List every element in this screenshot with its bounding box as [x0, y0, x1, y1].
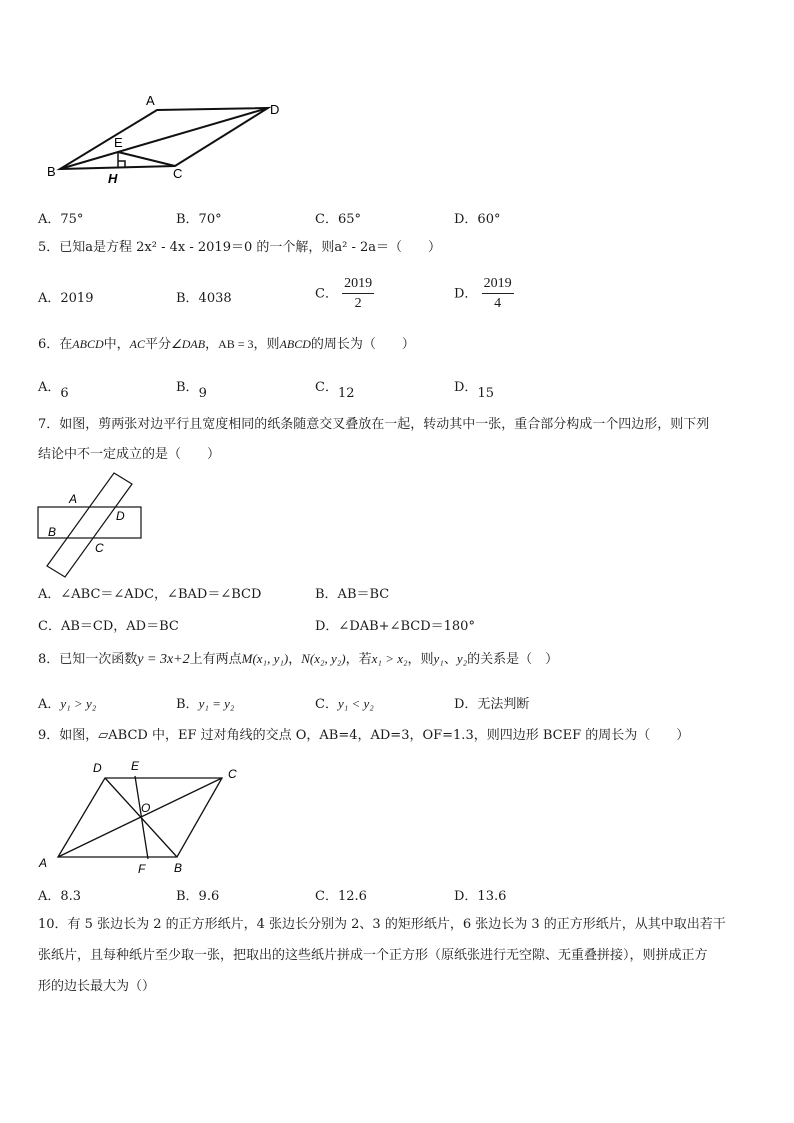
q9-stem: 9．如图，▱ABCD 中，EF 过对角线的交点 O，AB=4，AD=3，OF=1.3，则四边形 BCEF 的周长为（ ）: [38, 728, 690, 743]
q7-option-d[interactable]: D．∠DAB+∠BCD＝180°: [315, 619, 475, 634]
q8-text: 8．已知一次函数: [38, 652, 138, 667]
fig7-label-a: A: [69, 492, 78, 506]
q5-option-c-label: C．: [315, 286, 338, 302]
fig7-label-b: B: [48, 525, 57, 539]
option-label: A．: [38, 380, 61, 395]
option-value: 6: [60, 386, 69, 401]
q9-option-c[interactable]: C．12.6: [315, 889, 367, 904]
slanted-strip: [47, 473, 132, 577]
q10-stem-line2: 张纸片，且每种纸片至少取一张，把取出的这些纸片拼成一个正方形（原纸张进行无空隙、无重叠拼接），则拼成正方: [38, 948, 708, 963]
q5-option-d-fraction: [482, 276, 514, 312]
q10-stem-line3: 形的边长最大为（）: [38, 979, 156, 994]
fig7-label-d: D: [116, 509, 125, 523]
q6-math: AB = 3: [218, 337, 254, 351]
q6-text: 平分: [144, 337, 171, 352]
fig9-label-a: A: [39, 856, 48, 870]
option-label: C．: [315, 380, 338, 395]
option-value: 12: [337, 386, 355, 401]
option-value: 15: [477, 386, 494, 401]
q5-option-b[interactable]: B．4038: [176, 291, 232, 306]
segment-ef: [135, 776, 151, 859]
option-label: D．: [454, 380, 478, 395]
q8-option-b[interactable]: [176, 693, 234, 712]
q8-point-n: N(x₂, y₂): [301, 651, 346, 666]
q6-text: 6．在: [38, 337, 73, 352]
q4-figure: [40, 88, 300, 188]
q9-figure: [36, 756, 256, 880]
numerator: 2019: [342, 276, 374, 294]
diagonal-ac: [58, 778, 222, 857]
q7-stem-line2: 结论中不一定成立的是（ ）: [38, 447, 221, 462]
fig9-label-c: C: [228, 767, 237, 781]
q6-text: ，: [205, 337, 219, 352]
q4-option-d[interactable]: D．60°: [454, 212, 501, 227]
segment-ec: [118, 152, 175, 166]
q6-option-c[interactable]: [315, 376, 355, 401]
option-label: B．: [176, 380, 199, 395]
q4-option-c[interactable]: C．65°: [315, 212, 361, 227]
option-label: B．: [176, 697, 199, 712]
q8-text: 的关系是（ ）: [467, 652, 559, 667]
q6-math: ∠DAB: [171, 337, 206, 351]
q6-math: ABCD: [72, 337, 104, 351]
diagonal-bd: [60, 108, 268, 169]
q8-text: 、: [443, 652, 457, 667]
fig9-label-d: D: [93, 761, 102, 775]
q8-point-m: M(x₁, y₁): [241, 651, 289, 666]
q6-text: ，则: [253, 337, 280, 352]
option-label: A．: [38, 697, 61, 712]
q9-option-d[interactable]: D．13.6: [454, 889, 507, 904]
fig4-label-c: C: [173, 166, 183, 181]
q5-stem: 5．已知a是方程 2x² - 4x - 2019＝0 的一个解，则a² - 2a＝（ ）: [38, 240, 442, 255]
q8-condition: x₁ > x₂: [371, 651, 408, 666]
q6-text: 的周长为（ ）: [310, 337, 415, 352]
q8-equation: y = 3x+2: [137, 652, 190, 667]
option-value: y₁ < y₂: [337, 696, 374, 711]
q4-option-b[interactable]: B．70°: [176, 212, 222, 227]
q5-option-d[interactable]: [454, 276, 514, 312]
fig9-label-o: O: [141, 801, 151, 815]
q5-option-d-label: D．: [454, 286, 478, 302]
denominator: 2: [354, 296, 362, 311]
q10-stem-line1: 10．有 5 张边长为 2 的正方形纸片，4 张边长分别为 2、3 的矩形纸片，6 张边长为 3 的正方形纸片，从其中取出若干: [38, 917, 726, 932]
q7-figure: [36, 472, 146, 578]
option-value: y₁ = y₂: [198, 696, 235, 711]
option-value: 9: [198, 386, 207, 401]
fig9-label-f: F: [138, 862, 146, 876]
fig4-label-a: A: [146, 93, 155, 108]
q8-text: ，则: [407, 652, 434, 667]
q4-option-a[interactable]: A．75°: [38, 212, 84, 227]
q8-text: ，: [288, 652, 302, 667]
q6-math: AC: [129, 337, 145, 351]
fig4-label-b: B: [47, 164, 56, 179]
q9-option-b[interactable]: B．9.6: [176, 889, 220, 904]
q8-text: ，若: [345, 652, 372, 667]
q5-option-a[interactable]: A．2019: [38, 291, 94, 306]
numerator: 2019: [482, 276, 514, 294]
q7-stem-line1: 7．如图，剪两张对边平行且宽度相同的纸条随意交叉叠放在一起，转动其中一张，重合部分构成一个四边形，则下列: [38, 417, 710, 432]
q6-option-a[interactable]: [38, 376, 69, 401]
fig9-label-e: E: [131, 759, 140, 773]
denominator: 4: [494, 296, 502, 311]
q8-option-a[interactable]: [38, 693, 96, 712]
q5-option-c-fraction: [342, 276, 374, 312]
q8-option-d[interactable]: D．无法判断: [454, 697, 530, 712]
q6-option-d[interactable]: [454, 376, 494, 401]
q7-option-c[interactable]: C．AB＝CD，AD＝BC: [38, 619, 179, 634]
fig9-label-b: B: [174, 861, 183, 875]
option-value: y₁ > y₂: [60, 696, 97, 711]
q8-option-c[interactable]: [315, 693, 374, 712]
q7-option-a[interactable]: A．∠ABC＝∠ADC，∠BAD＝∠BCD: [38, 587, 262, 602]
q6-option-b[interactable]: [176, 376, 207, 401]
right-angle-mark: [118, 161, 125, 167]
q8-y2: y₂: [456, 651, 468, 666]
q8-text: 上有两点: [189, 652, 242, 667]
q8-y1: y₁: [433, 651, 444, 666]
fig4-label-h: H: [108, 171, 118, 186]
q5-option-c[interactable]: [315, 276, 374, 312]
option-label: C．: [315, 697, 338, 712]
q9-option-a[interactable]: A．8.3: [38, 889, 82, 904]
q8-stem: [38, 651, 558, 668]
q6-math: ABCD: [279, 337, 311, 351]
q7-option-b[interactable]: B．AB＝BC: [315, 587, 390, 602]
fig7-label-c: C: [95, 541, 104, 555]
fig4-label-d: D: [270, 102, 280, 117]
q6-stem: [38, 336, 415, 353]
fig4-label-e: E: [114, 135, 123, 150]
q6-text: 中，: [103, 337, 130, 352]
